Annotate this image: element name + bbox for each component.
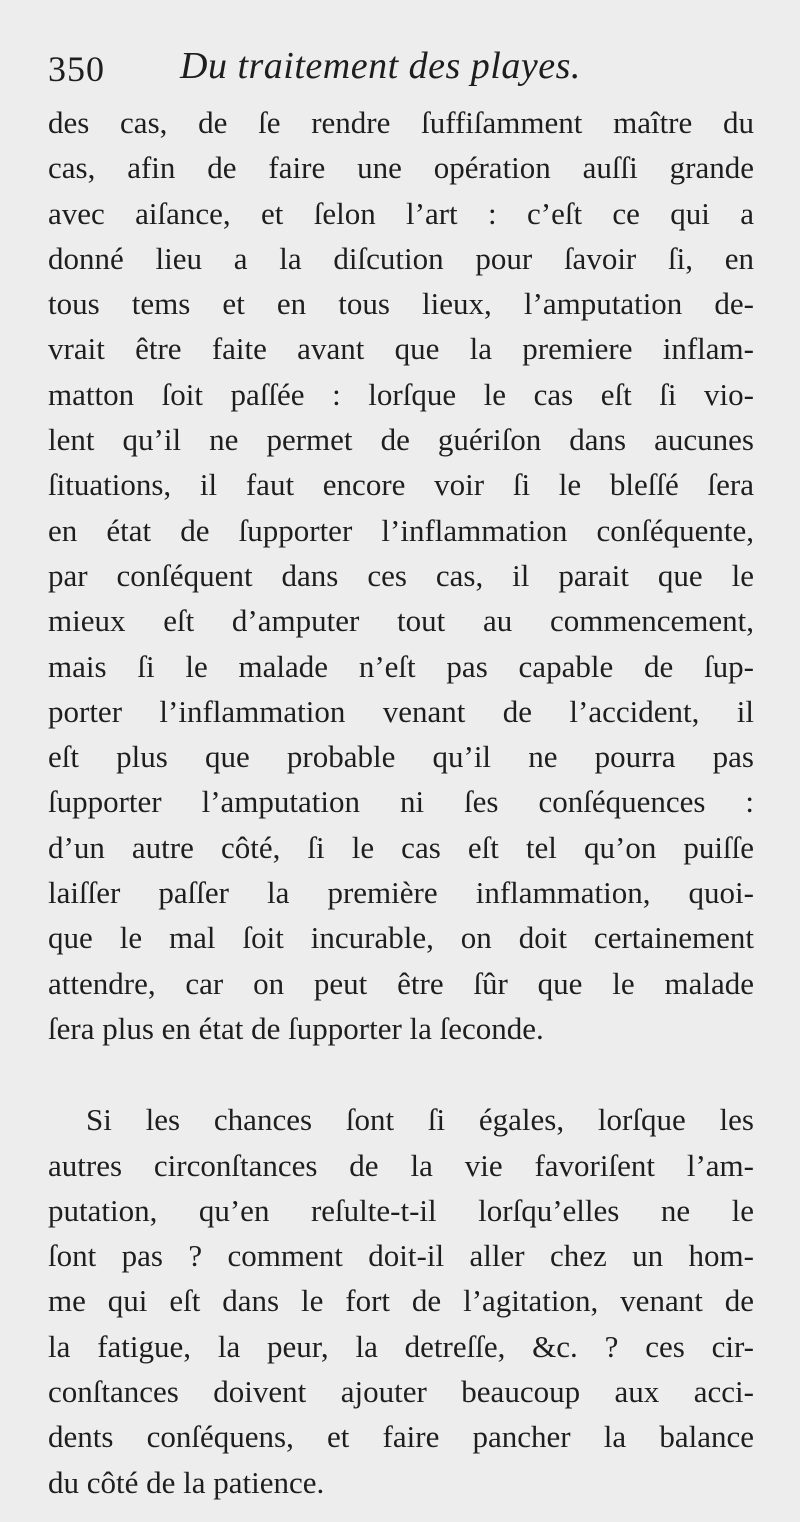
text-line: du côté de la patience.: [48, 1464, 325, 1500]
running-title: Du traitement des playes.: [180, 45, 581, 87]
text-line: mais ſi le malade n’eſt pas capable de ſup-: [48, 648, 754, 684]
text-line: d’un autre côté, ſi le cas eſt tel qu’on puiſſe: [48, 829, 754, 865]
text-line: dents conſéquens, et faire pancher la balance: [48, 1419, 754, 1455]
text-line: putation, qu’en reſulte-t-il lorſqu’elles ne le: [48, 1192, 754, 1228]
text-line: tous tems et en tous lieux, l’amputation de-: [48, 286, 754, 322]
text-line: en état de ſupporter l’inflammation conſéquente,: [48, 512, 754, 548]
text-line: conſtances doivent ajouter beaucoup aux acci-: [48, 1374, 754, 1410]
paragraph-1: [48, 100, 754, 1051]
text-line: avec aiſance, et ſelon l’art : c’eſt ce qui a: [48, 195, 754, 231]
page-number: 350: [48, 49, 105, 89]
paragraph-2: [48, 1097, 754, 1505]
text-line: des cas, de ſe rendre ſuffiſamment maître du: [48, 105, 754, 140]
text-line: autres circonſtances de la vie favoriſent l’am-: [48, 1147, 754, 1183]
text-line: par conſéquent dans ces cas, il parait que le: [48, 557, 754, 593]
text-line: la fatigue, la peur, la detreſſe, &c. ? ces cir-: [48, 1328, 754, 1364]
text-line: ſont pas ? comment doit-il aller chez un hom-: [48, 1238, 754, 1274]
text-line: porter l’inflammation venant de l’accident, il: [48, 693, 754, 729]
text-line: laiſſer paſſer la première inflammation, quoi-: [48, 875, 754, 911]
text-line: matton ſoit paſſée : lorſque le cas eſt ſi vio-: [48, 376, 754, 412]
text-line: lent qu’il ne permet de guériſon dans aucunes: [48, 422, 754, 458]
text-line: eſt plus que probable qu’il ne pourra pas: [48, 739, 754, 775]
text-line: ſera plus en état de ſupporter la ſeconde.: [48, 1010, 544, 1046]
text-line: que le mal ſoit incurable, on doit certainement: [48, 920, 754, 956]
text-line: Si les chances ſont ſi égales, lorſque les: [86, 1102, 754, 1138]
page-header: [48, 42, 768, 98]
text-line: ſituations, il faut encore voir ſi le bleſſé ſera: [48, 467, 754, 503]
text-line: me qui eſt dans le fort de l’agitation, venant de: [48, 1283, 754, 1319]
text-line: vrait être faite avant que la premiere inflam-: [48, 331, 754, 367]
text-line: mieux eſt d’amputer tout au commencement,: [48, 603, 754, 639]
body-text: [48, 100, 754, 1505]
text-line: ſupporter l’amputation ni ſes conſéquences :: [48, 784, 754, 820]
text-line: cas, afin de faire une opération auſſi grande: [48, 150, 754, 186]
text-line: donné lieu a la diſcution pour ſavoir ſi, en: [48, 240, 754, 276]
text-line: attendre, car on peut être ſûr que le malade: [48, 965, 754, 1001]
